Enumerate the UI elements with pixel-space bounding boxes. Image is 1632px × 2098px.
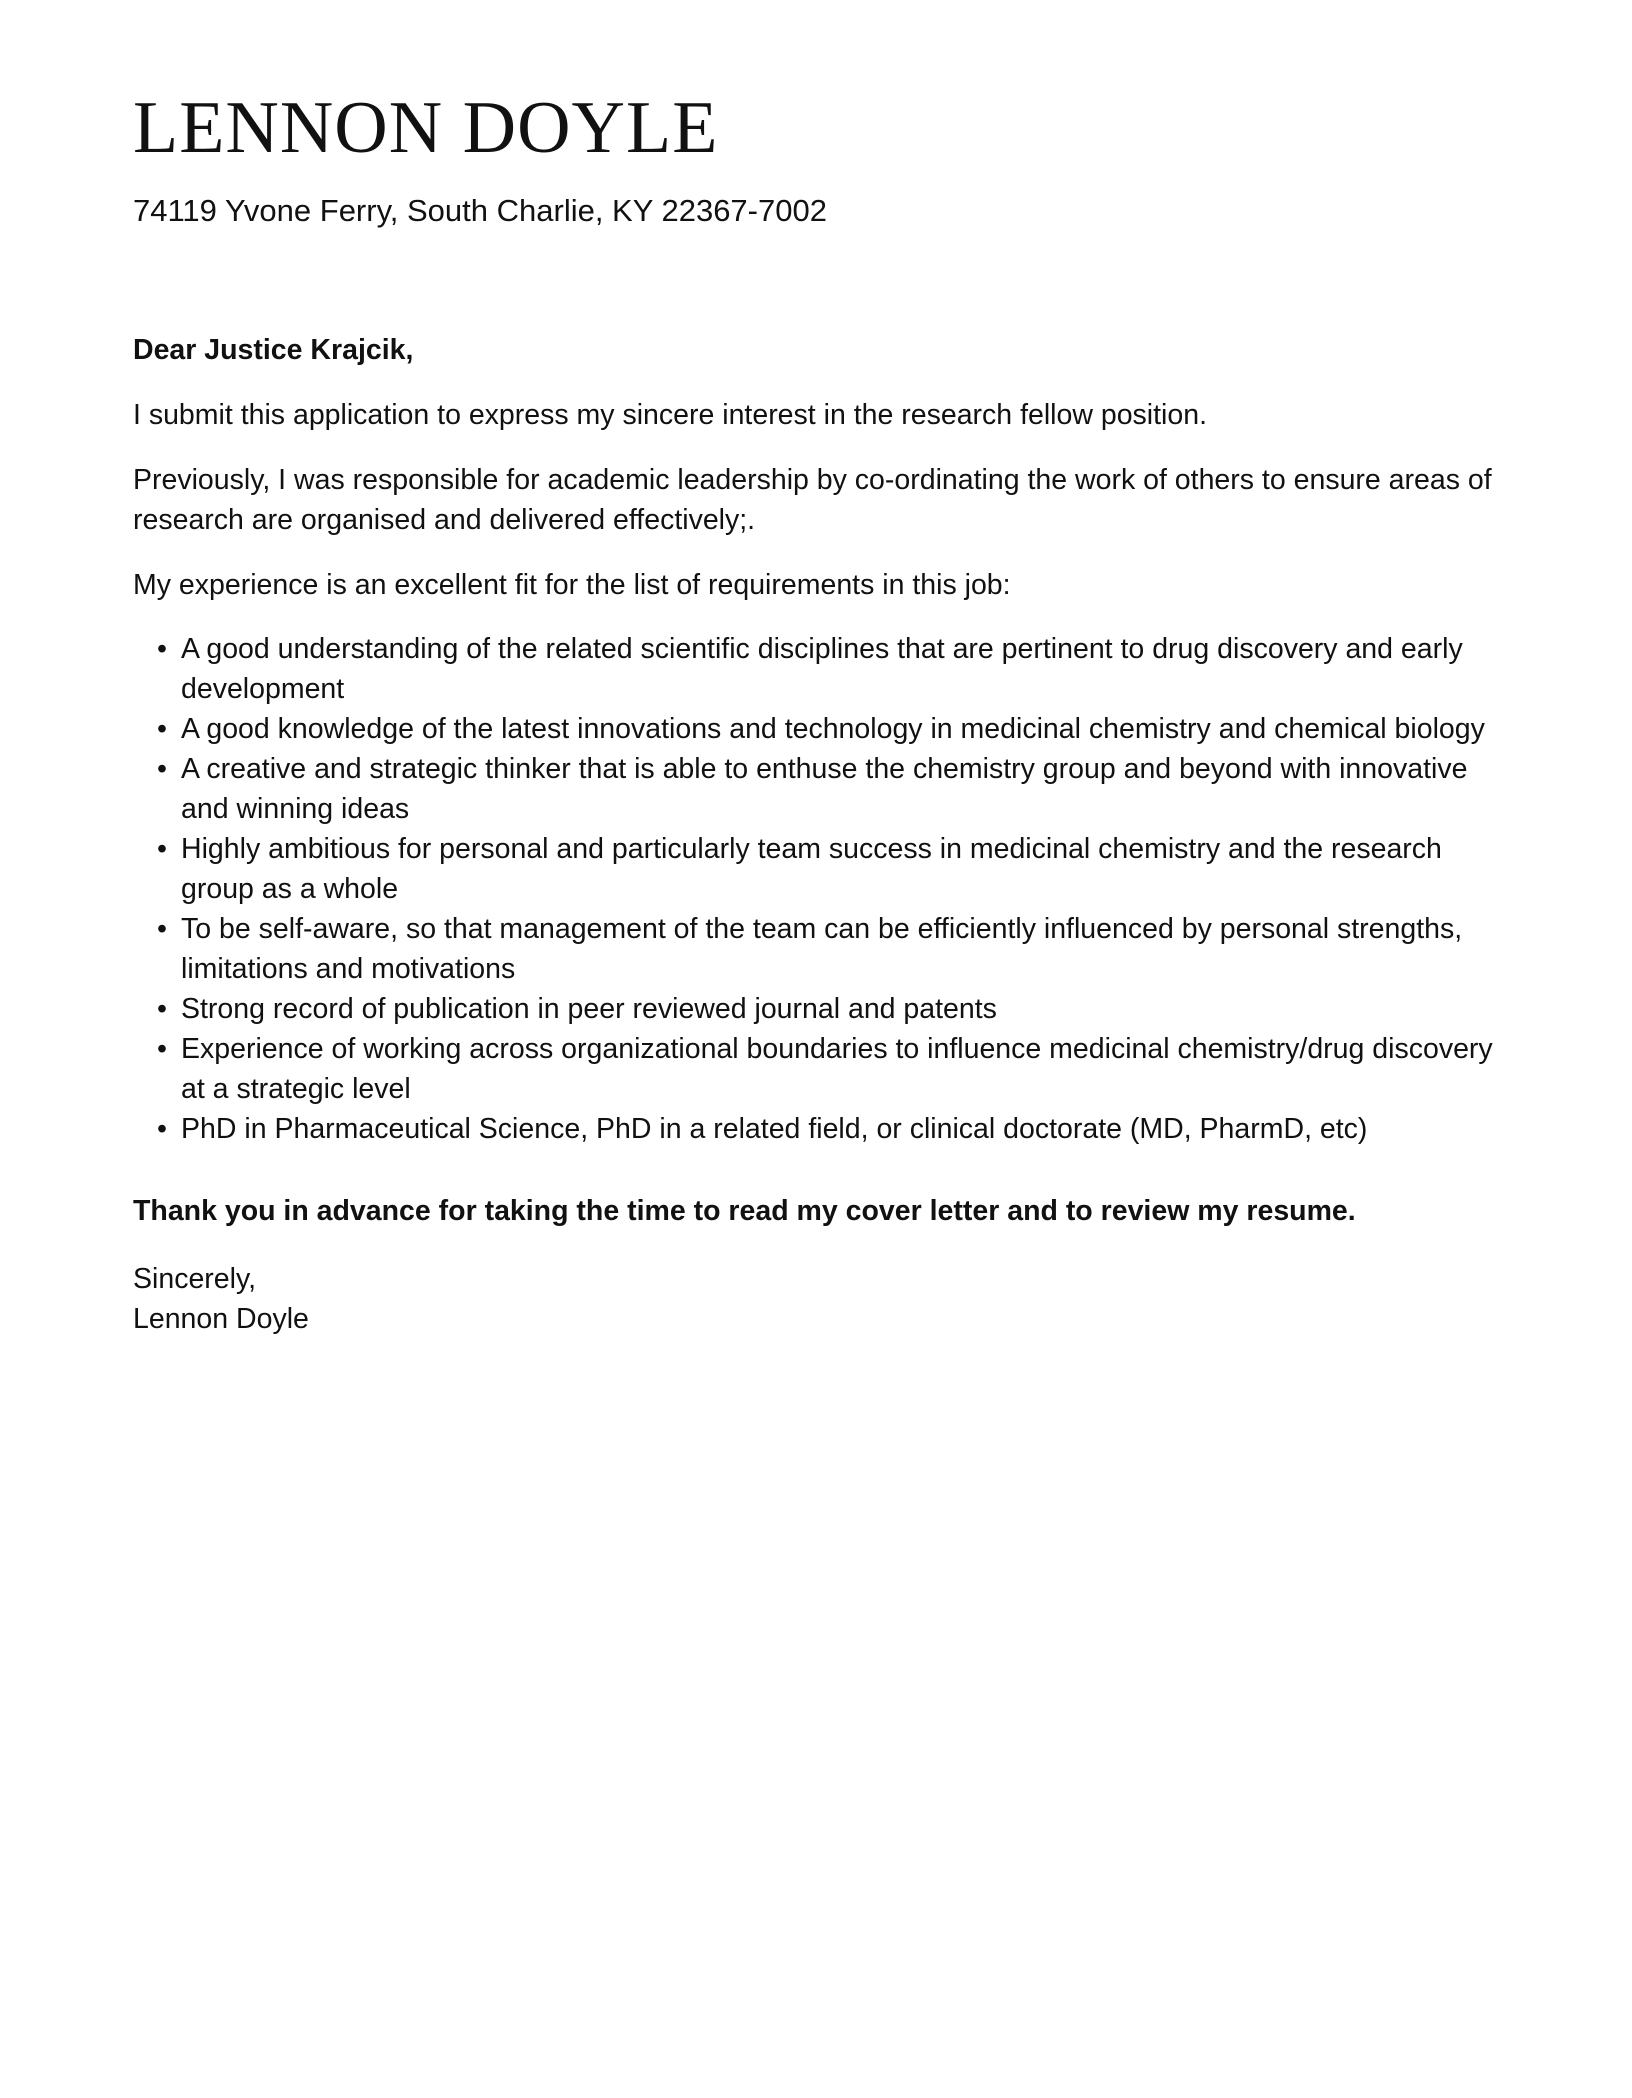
applicant-name: LENNON DOYLE [133, 87, 719, 169]
bullet-icon: • [157, 1113, 167, 1145]
list-item [133, 1029, 1499, 1109]
closing-statement: Thank you in advance for taking the time to read my cover letter and to review my resume. [133, 1195, 1356, 1227]
applicant-address: 74119 Yvone Ferry, South Charlie, KY 22367-7002 [133, 193, 827, 228]
signature-name: Lennon Doyle [133, 1303, 309, 1335]
requirement-text: A good knowledge of the latest innovations and technology in medicinal chemistry and chemical biology [181, 713, 1485, 745]
salutation: Dear Justice Krajcik, [133, 334, 414, 366]
requirement-text: A creative and strategic thinker that is able to enthuse the chemistry group and beyond with innovative and winning ideas [181, 753, 1468, 825]
experience-paragraph: Previously, I was responsible for academic leadership by co-ordinating the work of others to ensure areas of research are organised and delivered effectively;. [133, 464, 1492, 536]
list-item [133, 909, 1499, 989]
bullet-icon: • [157, 713, 167, 745]
requirement-text: To be self-aware, so that management of the team can be efficiently influenced by personal strengths, limitations and motivations [181, 913, 1463, 985]
bullet-icon: • [157, 833, 167, 865]
bullet-icon: • [157, 913, 167, 945]
requirement-text: Experience of working across organizational boundaries to influence medicinal chemistry/drug discovery at a strategic level [181, 1033, 1493, 1105]
bullet-icon: • [157, 633, 167, 665]
bullet-icon: • [157, 993, 167, 1025]
requirements-list [133, 629, 1499, 1149]
signoff-text: Sincerely, [133, 1263, 257, 1295]
list-item [133, 1109, 1499, 1149]
requirement-text: Highly ambitious for personal and particularly team success in medicinal chemistry and the research group as a whole [181, 833, 1442, 905]
list-item [133, 749, 1499, 829]
bullet-icon: • [157, 1033, 167, 1065]
bullet-icon: • [157, 753, 167, 785]
list-item [133, 829, 1499, 909]
letter-content [133, 86, 1499, 1339]
list-item [133, 629, 1499, 709]
list-item [133, 709, 1499, 749]
requirement-text: Strong record of publication in peer reviewed journal and patents [181, 993, 997, 1025]
requirement-text: PhD in Pharmaceutical Science, PhD in a related field, or clinical doctorate (MD, PharmD, etc) [181, 1113, 1368, 1145]
fit-paragraph: My experience is an excellent fit for the list of requirements in this job: [133, 569, 1011, 601]
requirement-text: A good understanding of the related scientific disciplines that are pertinent to drug discovery and early development [181, 633, 1463, 705]
signoff-block [133, 1259, 1499, 1339]
list-item [133, 989, 1499, 1029]
intro-paragraph: I submit this application to express my sincere interest in the research fellow position. [133, 399, 1207, 431]
